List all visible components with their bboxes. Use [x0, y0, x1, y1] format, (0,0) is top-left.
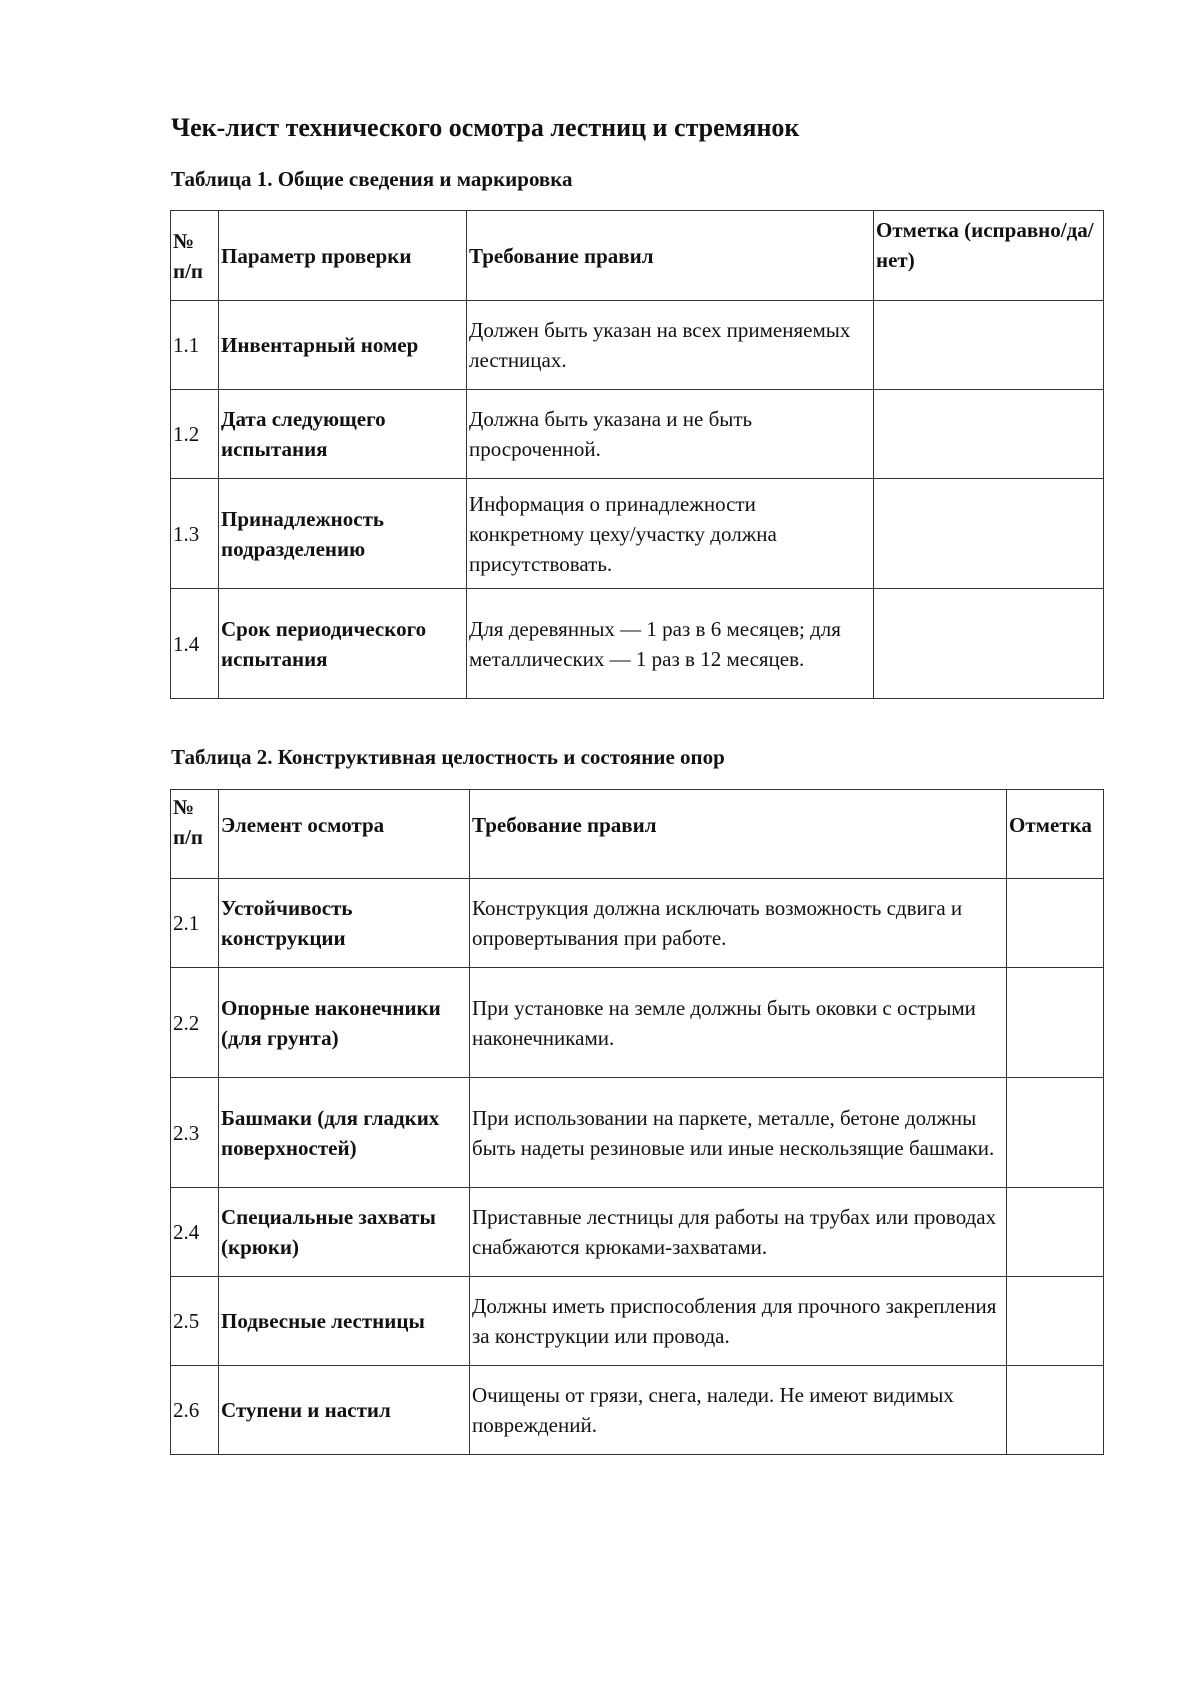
row-requirement: При использовании на паркете, металле, бетоне должны быть надеты резиновые или иные нескользящие башмаки. [470, 1078, 1007, 1188]
row-param: Принадлежность подразделению [219, 479, 467, 589]
table-row [171, 1078, 1104, 1188]
table-row [171, 879, 1104, 968]
row-num: 2.4 [171, 1188, 219, 1277]
header-element: Элемент осмотра [219, 790, 470, 879]
table-header-row [171, 211, 1104, 301]
table-row [171, 1188, 1104, 1277]
row-element: Специальные захваты (крюки) [219, 1188, 470, 1277]
header-requirement: Требование правил [470, 790, 1007, 879]
header-mark: Отметка [1007, 790, 1104, 879]
row-num: 1.1 [171, 301, 219, 390]
row-requirement: Должна быть указана и не быть просроченной. [467, 390, 874, 479]
table1-caption: Таблица 1. Общие сведения и маркировка [171, 167, 573, 191]
row-num: 2.3 [171, 1078, 219, 1188]
header-num: № п/п [171, 790, 219, 879]
row-requirement: Конструкция должна исключать возможность сдвига и опровертывания при работе. [470, 879, 1007, 968]
row-mark-cell[interactable] [1007, 879, 1104, 968]
row-requirement: Приставные лестницы для работы на трубах или проводах снабжаются крюками-захватами. [470, 1188, 1007, 1277]
row-mark-cell[interactable] [1007, 1078, 1104, 1188]
row-requirement: Для деревянных — 1 раз в 6 месяцев; для металлических — 1 раз в 12 месяцев. [467, 589, 874, 699]
row-mark-cell[interactable] [1007, 1188, 1104, 1277]
row-mark-cell[interactable] [1007, 1277, 1104, 1366]
row-requirement: Должен быть указан на всех применяемых лестницах. [467, 301, 874, 390]
row-requirement: Должны иметь приспособления для прочного закрепления за конструкции или провода. [470, 1277, 1007, 1366]
row-element: Устойчивость конструкции [219, 879, 470, 968]
header-param: Параметр проверки [219, 211, 467, 301]
page-title: Чек-лист технического осмотра лестниц и стремянок [171, 113, 800, 142]
table-row [171, 968, 1104, 1078]
row-param: Срок периодического испытания [219, 589, 467, 699]
table-row [171, 1366, 1104, 1455]
row-num: 2.1 [171, 879, 219, 968]
table-header-row [171, 790, 1104, 879]
table-row [171, 479, 1104, 589]
row-requirement: При установке на земле должны быть оковки с острыми наконечниками. [470, 968, 1007, 1078]
row-mark-cell[interactable] [1007, 1366, 1104, 1455]
row-mark-cell[interactable] [874, 301, 1104, 390]
table-row [171, 301, 1104, 390]
row-mark-cell[interactable] [1007, 968, 1104, 1078]
table-row [171, 1277, 1104, 1366]
row-num: 1.4 [171, 589, 219, 699]
row-num: 1.3 [171, 479, 219, 589]
row-num: 2.5 [171, 1277, 219, 1366]
table2-caption: Таблица 2. Конструктивная целостность и состояние опор [171, 745, 725, 769]
structure-table [170, 789, 1104, 1455]
row-param: Инвентарный номер [219, 301, 467, 390]
row-param: Дата следующего испытания [219, 390, 467, 479]
table-row [171, 390, 1104, 479]
row-element: Ступени и настил [219, 1366, 470, 1455]
row-element: Подвесные лестницы [219, 1277, 470, 1366]
row-element: Башмаки (для гладких поверхностей) [219, 1078, 470, 1188]
header-mark: Отметка (исправно/да/нет) [874, 211, 1104, 301]
row-requirement: Очищены от грязи, снега, наледи. Не имеют видимых повреждений. [470, 1366, 1007, 1455]
row-mark-cell[interactable] [874, 589, 1104, 699]
table-row [171, 589, 1104, 699]
row-requirement: Информация о принадлежности конкретному цеху/участку должна присутствовать. [467, 479, 874, 589]
header-num: № п/п [171, 211, 219, 301]
row-num: 2.6 [171, 1366, 219, 1455]
row-element: Опорные наконечники (для грунта) [219, 968, 470, 1078]
header-requirement: Требование правил [467, 211, 874, 301]
row-num: 1.2 [171, 390, 219, 479]
row-num: 2.2 [171, 968, 219, 1078]
row-mark-cell[interactable] [874, 390, 1104, 479]
row-mark-cell[interactable] [874, 479, 1104, 589]
general-info-table [170, 210, 1104, 699]
